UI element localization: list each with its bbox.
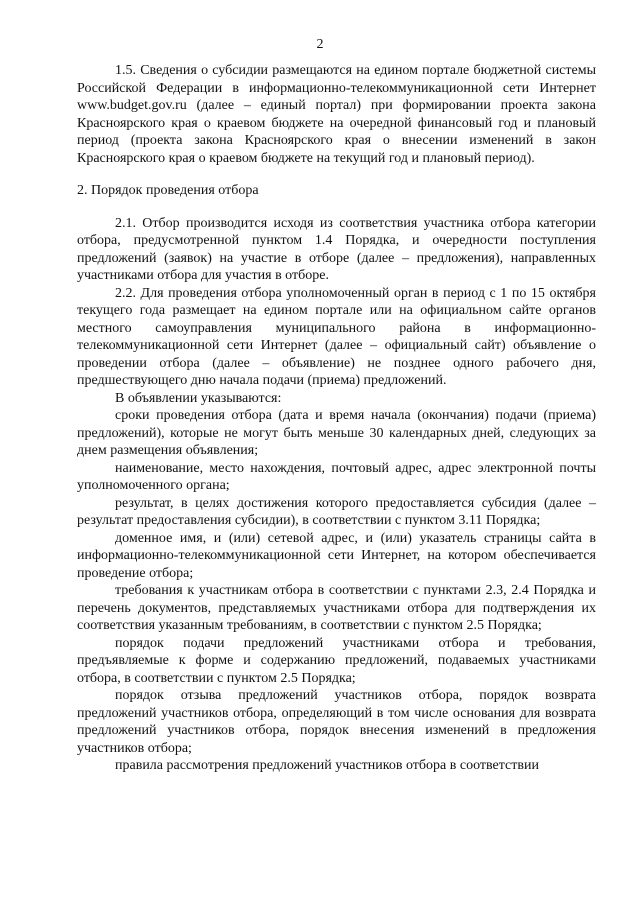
list-item-contacts: наименование, место нахождения, почтовый адрес, адрес электронной почты уполномоченного органа;	[77, 460, 596, 493]
paragraph-2-2: 2.2. Для проведения отбора уполномоченный орган в период с 1 по 15 октября текущего года размещает на едином портале или на официальном сайте органов местного самоуправления муниципального района в информационно-телекоммуникационной сети Интернет (далее – официальный сайт) объявление о проведении отбора (далее – объявление) не позднее одного рабочего дня, предшествующего дню начала подачи (приема) предложений.	[77, 285, 596, 388]
document-body	[77, 62, 596, 775]
paragraph-1-5: 1.5. Сведения о субсидии размещаются на едином портале бюджетной системы Российской Федерации в информационно-телекоммуникационной сети Интернет www.budget.gov.ru (далее – единый портал) при формировании проекта закона Красноярского края о краевом бюджете на очередной финансовый год и плановый период (проекта закона Красноярского края о внесении изменений в закон Красноярского края о краевом бюджете на текущий год и плановый период).	[77, 63, 596, 166]
section-heading: 2. Порядок проведения отбора	[77, 183, 259, 198]
list-item-review-rules: правила рассмотрения предложений участников отбора в соответствии	[115, 758, 539, 773]
list-item-result: результат, в целях достижения которого предоставляется субсидия (далее – результат предоставления субсидии), в соответствии с пунктом 3.11 Порядка;	[77, 495, 596, 528]
list-item-requirements: требования к участникам отбора в соответствии с пунктами 2.3, 2.4 Порядка и перечень документов, представляемых участниками отбора для подтверждения их соответствия указанным требованиям, в соответствии с пунктом 2.5 Порядка;	[77, 583, 596, 633]
list-item-withdrawal: порядок отзыва предложений участников отбора, порядок возврата предложений участников отбора, определяющий в том числе основания для возврата предложений участников отбора, порядок внесения изменений в предложения участников отбора;	[77, 688, 596, 756]
announcement-intro: В объявлении указываются:	[115, 390, 282, 406]
list-item-domain: доменное имя, и (или) сетевой адрес, и (или) указатель страницы сайта в информационно-телекоммуникационной сети Интернет, на котором обеспечивается проведение отбора;	[77, 530, 596, 581]
list-item-submission: порядок подачи предложений участниками отбора и требования, предъявляемые к форме и содержанию предложений, подаваемых участниками отбора, в соответствии с пунктом 2.5 Порядка;	[77, 635, 596, 686]
paragraph-2-1: 2.1. Отбор производится исходя из соответствия участника отбора категории отбора, предусмотренной пунктом 1.4 Порядка, и очередности поступления предложений (заявок) на участие в отборе (далее – предложения), направленных участниками отбора для участия в отборе.	[77, 215, 596, 283]
list-item-deadlines: сроки проведения отбора (дата и время начала (окончания) подачи (приема) предложений), которые не могут быть меньше 30 календарных дней, следующих за днем размещения объявления;	[77, 408, 596, 458]
page-number: 2	[316, 37, 324, 52]
